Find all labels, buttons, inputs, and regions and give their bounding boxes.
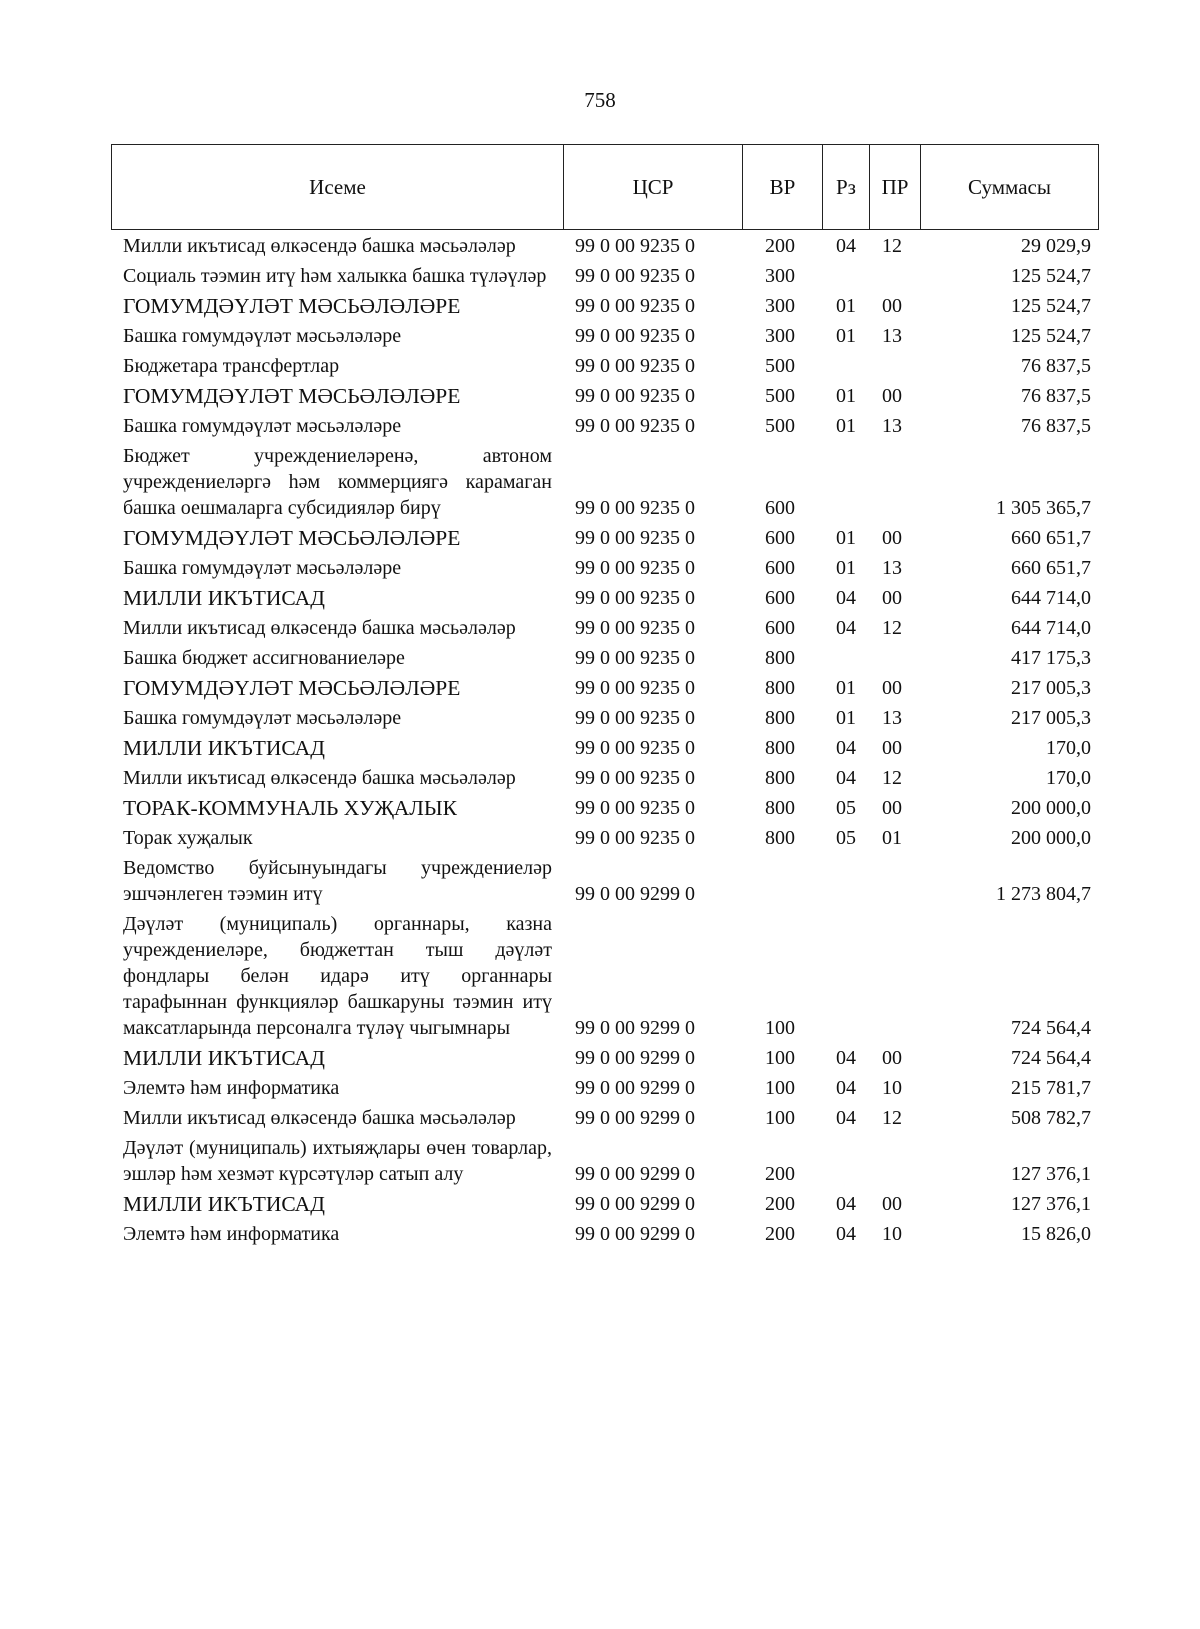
cell-csr: 99 0 00 9235 0 — [575, 617, 695, 639]
cell-sum: 1 273 804,7 — [996, 883, 1091, 905]
cell-rz: 04 — [836, 1107, 856, 1129]
cell-vr: 500 — [765, 355, 795, 377]
cell-vr: 100 — [765, 1047, 795, 1069]
table-row — [111, 854, 1099, 910]
cell-sum: 660 651,7 — [1011, 527, 1091, 549]
cell-name: Дәүләт (муниципаль) органнары, казна учреждениеләре, бюджеттан тыш дәүләт фондлары белән идарә итү органнары тарафыннан функцияләр башкаруны тәэмин итү максатларында персоналга түләү чыгымнары — [123, 913, 552, 1039]
cell-csr: 99 0 00 9235 0 — [575, 385, 695, 407]
page-number: 758 — [584, 88, 616, 112]
cell-sum: 200 000,0 — [1011, 797, 1091, 819]
cell-pr: 00 — [882, 797, 902, 819]
cell-vr: 600 — [765, 617, 795, 639]
cell-vr: 300 — [765, 295, 795, 317]
cell-csr: 99 0 00 9299 0 — [575, 1223, 695, 1245]
cell-name: Башка гомумдәүләт мәсьәләләре — [123, 707, 402, 729]
cell-sum: 217 005,3 — [1011, 677, 1091, 699]
cell-sum: 76 837,5 — [1021, 355, 1091, 377]
cell-vr: 600 — [765, 587, 795, 609]
cell-name: ГОМУМДӘҮЛӘТ МӘСЬӘЛӘЛӘРЕ — [123, 676, 461, 700]
cell-pr: 12 — [882, 1107, 902, 1129]
table-row — [111, 1190, 1099, 1220]
cell-vr: 100 — [765, 1107, 795, 1129]
cell-rz: 04 — [836, 1193, 856, 1215]
cell-pr: 00 — [882, 587, 902, 609]
cell-csr: 99 0 00 9299 0 — [575, 1163, 695, 1185]
table-row — [111, 352, 1099, 382]
cell-sum: 1 305 365,7 — [996, 497, 1091, 519]
cell-pr: 12 — [882, 767, 902, 789]
cell-name: Социаль тәэмин итү һәм халыкка башка түләүләр — [123, 265, 547, 287]
cell-vr: 800 — [765, 797, 795, 819]
cell-name: Элемтә һәм информатика — [123, 1223, 340, 1245]
cell-name: Торак хуҗалык — [123, 827, 253, 849]
cell-sum: 508 782,7 — [1011, 1107, 1091, 1129]
table-body — [111, 232, 1099, 1250]
cell-vr: 200 — [765, 1223, 795, 1245]
cell-sum: 724 564,4 — [1011, 1047, 1091, 1069]
cell-name: Бюджетара трансфертлар — [123, 355, 340, 377]
cell-sum: 125 524,7 — [1011, 325, 1091, 347]
cell-name: Башка гомумдәүләт мәсьәләләре — [123, 325, 402, 347]
table-row — [111, 910, 1099, 1044]
cell-csr: 99 0 00 9235 0 — [575, 737, 695, 759]
table-row — [111, 412, 1099, 442]
table-row — [111, 824, 1099, 854]
table-header — [111, 144, 1099, 230]
header-pr: ПР — [870, 145, 921, 229]
table-row — [111, 1074, 1099, 1104]
cell-csr: 99 0 00 9299 0 — [575, 1017, 695, 1039]
table-row — [111, 674, 1099, 704]
cell-rz: 01 — [836, 557, 856, 579]
cell-csr: 99 0 00 9299 0 — [575, 1193, 695, 1215]
cell-rz: 05 — [836, 797, 856, 819]
cell-name: ТОРАК-КОММУНАЛЬ ХУҖАЛЫК — [123, 796, 457, 820]
cell-sum: 76 837,5 — [1021, 415, 1091, 437]
cell-vr: 800 — [765, 647, 795, 669]
cell-rz: 01 — [836, 325, 856, 347]
cell-rz: 04 — [836, 1223, 856, 1245]
cell-sum: 644 714,0 — [1011, 617, 1091, 639]
cell-sum: 644 714,0 — [1011, 587, 1091, 609]
cell-sum: 125 524,7 — [1011, 265, 1091, 287]
cell-pr: 10 — [882, 1223, 902, 1245]
cell-pr: 13 — [882, 325, 902, 347]
table-row — [111, 524, 1099, 554]
cell-sum: 724 564,4 — [1011, 1017, 1091, 1039]
cell-vr: 100 — [765, 1017, 795, 1039]
cell-csr: 99 0 00 9235 0 — [575, 707, 695, 729]
cell-sum: 76 837,5 — [1021, 385, 1091, 407]
cell-csr: 99 0 00 9235 0 — [575, 497, 695, 519]
cell-name: МИЛЛИ ИКЪТИСАД — [123, 1192, 325, 1216]
cell-name: Милли икътисад өлкәсендә башка мәсьәләләр — [123, 617, 516, 639]
cell-sum: 215 781,7 — [1011, 1077, 1091, 1099]
cell-vr: 800 — [765, 827, 795, 849]
cell-sum: 125 524,7 — [1011, 295, 1091, 317]
cell-rz: 04 — [836, 1077, 856, 1099]
cell-csr: 99 0 00 9235 0 — [575, 325, 695, 347]
cell-csr: 99 0 00 9235 0 — [575, 527, 695, 549]
cell-rz: 04 — [836, 617, 856, 639]
cell-name: Башка бюджет ассигнованиеләре — [123, 647, 405, 669]
cell-rz: 04 — [836, 1047, 856, 1069]
cell-rz: 04 — [836, 767, 856, 789]
cell-sum: 170,0 — [1046, 767, 1091, 789]
cell-pr: 10 — [882, 1077, 902, 1099]
cell-pr: 12 — [882, 235, 902, 257]
cell-csr: 99 0 00 9235 0 — [575, 415, 695, 437]
table-row — [111, 232, 1099, 262]
cell-pr: 12 — [882, 617, 902, 639]
cell-pr: 00 — [882, 385, 902, 407]
cell-csr: 99 0 00 9235 0 — [575, 235, 695, 257]
cell-vr: 800 — [765, 707, 795, 729]
table-row — [111, 614, 1099, 644]
cell-name: МИЛЛИ ИКЪТИСАД — [123, 586, 325, 610]
cell-pr: 00 — [882, 1047, 902, 1069]
header-vr: ВР — [743, 145, 823, 229]
cell-vr: 500 — [765, 385, 795, 407]
cell-sum: 29 029,9 — [1021, 235, 1091, 257]
cell-vr: 200 — [765, 1193, 795, 1215]
table-row — [111, 442, 1099, 524]
cell-pr: 00 — [882, 295, 902, 317]
cell-csr: 99 0 00 9235 0 — [575, 767, 695, 789]
cell-pr: 00 — [882, 527, 902, 549]
cell-name: Милли икътисад өлкәсендә башка мәсьәләләр — [123, 767, 516, 789]
cell-vr: 600 — [765, 497, 795, 519]
cell-rz: 04 — [836, 235, 856, 257]
table-row — [111, 322, 1099, 352]
cell-name: ГОМУМДӘҮЛӘТ МӘСЬӘЛӘЛӘРЕ — [123, 384, 461, 408]
cell-pr: 13 — [882, 707, 902, 729]
cell-rz: 01 — [836, 415, 856, 437]
cell-sum: 200 000,0 — [1011, 827, 1091, 849]
cell-sum: 127 376,1 — [1011, 1193, 1091, 1215]
cell-vr: 800 — [765, 677, 795, 699]
cell-pr: 13 — [882, 415, 902, 437]
cell-vr: 500 — [765, 415, 795, 437]
cell-rz: 01 — [836, 385, 856, 407]
table-row — [111, 1220, 1099, 1250]
cell-rz: 05 — [836, 827, 856, 849]
cell-csr: 99 0 00 9235 0 — [575, 355, 695, 377]
cell-csr: 99 0 00 9235 0 — [575, 647, 695, 669]
table-row — [111, 704, 1099, 734]
cell-rz: 01 — [836, 677, 856, 699]
cell-pr: 00 — [882, 737, 902, 759]
table-row — [111, 764, 1099, 794]
cell-rz: 01 — [836, 527, 856, 549]
cell-csr: 99 0 00 9235 0 — [575, 265, 695, 287]
cell-pr: 13 — [882, 557, 902, 579]
cell-sum: 217 005,3 — [1011, 707, 1091, 729]
cell-name: Башка гомумдәүләт мәсьәләләре — [123, 557, 402, 579]
cell-sum: 127 376,1 — [1011, 1163, 1091, 1185]
cell-vr: 300 — [765, 325, 795, 347]
cell-name: Элемтә һәм информатика — [123, 1077, 340, 1099]
header-sum: Суммасы — [968, 174, 1051, 199]
cell-name: ГОМУМДӘҮЛӘТ МӘСЬӘЛӘЛӘРЕ — [123, 294, 461, 318]
cell-vr: 200 — [765, 1163, 795, 1185]
header-csr: ЦСР — [564, 145, 743, 229]
cell-rz: 04 — [836, 737, 856, 759]
cell-csr: 99 0 00 9235 0 — [575, 557, 695, 579]
cell-name: МИЛЛИ ИКЪТИСАД — [123, 736, 325, 760]
cell-csr: 99 0 00 9235 0 — [575, 587, 695, 609]
cell-vr: 200 — [765, 235, 795, 257]
table-row — [111, 1044, 1099, 1074]
cell-name: Башка гомумдәүләт мәсьәләләре — [123, 415, 402, 437]
cell-rz: 01 — [836, 707, 856, 729]
cell-csr: 99 0 00 9299 0 — [575, 1107, 695, 1129]
cell-vr: 300 — [765, 265, 795, 287]
cell-csr: 99 0 00 9299 0 — [575, 1047, 695, 1069]
cell-pr: 01 — [882, 827, 902, 849]
cell-pr: 00 — [882, 1193, 902, 1215]
cell-vr: 600 — [765, 557, 795, 579]
table-row — [111, 584, 1099, 614]
cell-rz: 04 — [836, 587, 856, 609]
cell-vr: 100 — [765, 1077, 795, 1099]
cell-name: Милли икътисад өлкәсендә башка мәсьәләләр — [123, 235, 516, 257]
cell-csr: 99 0 00 9299 0 — [575, 883, 695, 905]
cell-csr: 99 0 00 9235 0 — [575, 797, 695, 819]
table-row — [111, 382, 1099, 412]
cell-name: Дәүләт (муниципаль) ихтыяҗлары өчен товарлар, эшләр һәм хезмәт күрсәтүләр сатып алу — [123, 1137, 552, 1185]
table-row — [111, 1134, 1099, 1190]
cell-sum: 417 175,3 — [1011, 647, 1091, 669]
header-rz: Рз — [823, 145, 870, 229]
cell-name: Ведомство буйсынуындагы учреждениеләр эшчәнлеген тәэмин итү — [123, 857, 552, 905]
cell-csr: 99 0 00 9235 0 — [575, 827, 695, 849]
table-row — [111, 292, 1099, 322]
cell-csr: 99 0 00 9235 0 — [575, 677, 695, 699]
cell-pr: 00 — [882, 677, 902, 699]
table-row — [111, 1104, 1099, 1134]
cell-sum: 170,0 — [1046, 737, 1091, 759]
cell-csr: 99 0 00 9299 0 — [575, 1077, 695, 1099]
cell-name: Милли икътисад өлкәсендә башка мәсьәләләр — [123, 1107, 516, 1129]
table-row — [111, 644, 1099, 674]
cell-name: Бюджет учреждениеләренә, автоном учреждениеләргә һәм коммерциягә карамаган башка оешмаларга субсидияләр бирү — [123, 445, 552, 519]
table-row — [111, 794, 1099, 824]
cell-sum: 660 651,7 — [1011, 557, 1091, 579]
cell-name: ГОМУМДӘҮЛӘТ МӘСЬӘЛӘЛӘРЕ — [123, 526, 461, 550]
cell-rz: 01 — [836, 295, 856, 317]
header-name: Исеме — [112, 145, 564, 229]
table-row — [111, 262, 1099, 292]
cell-vr: 800 — [765, 767, 795, 789]
table-row — [111, 554, 1099, 584]
table-row — [111, 734, 1099, 764]
cell-csr: 99 0 00 9235 0 — [575, 295, 695, 317]
cell-name: МИЛЛИ ИКЪТИСАД — [123, 1046, 325, 1070]
cell-vr: 600 — [765, 527, 795, 549]
cell-sum: 15 826,0 — [1021, 1223, 1091, 1245]
cell-vr: 800 — [765, 737, 795, 759]
